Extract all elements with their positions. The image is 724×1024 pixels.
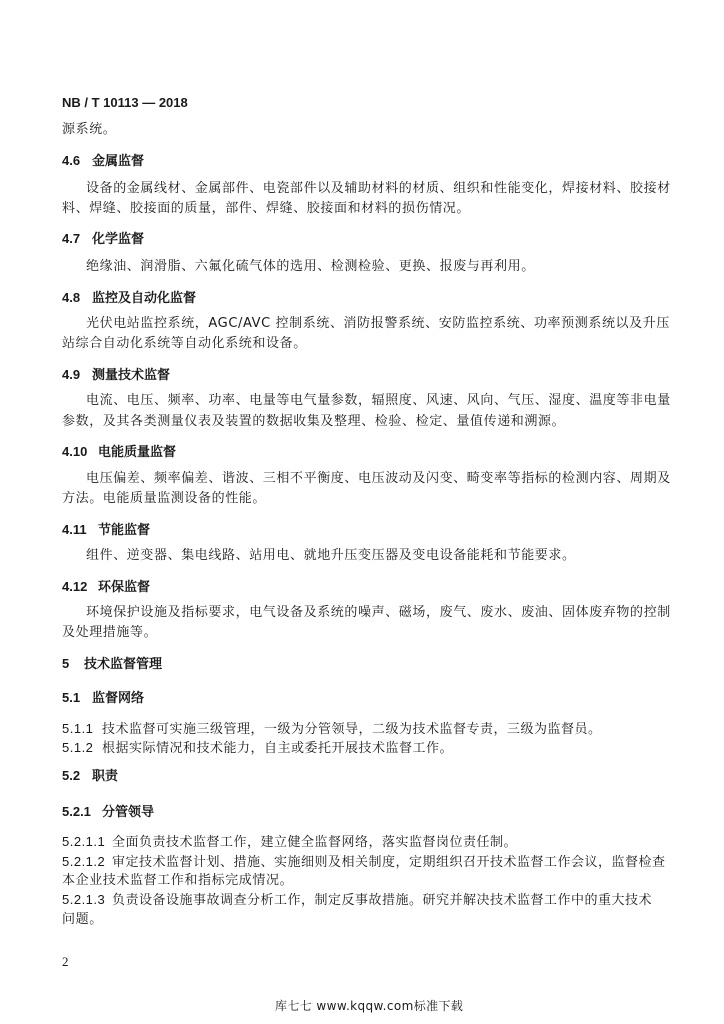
section-title: 监督网络 bbox=[92, 691, 145, 706]
section-title: 测量技术监督 bbox=[92, 368, 171, 383]
subsection-heading bbox=[62, 804, 154, 821]
section-title: 节能监督 bbox=[98, 523, 151, 538]
section-heading bbox=[62, 290, 196, 307]
section-number: 4.8 bbox=[62, 290, 81, 305]
section-heading bbox=[62, 768, 118, 785]
section-title: 环保监督 bbox=[98, 580, 151, 595]
paragraph-line: 绝缘油、润滑脂、六氟化硫气体的选用、检测检验、更换、报废与再利用。 bbox=[86, 259, 535, 274]
section-heading bbox=[62, 367, 170, 384]
section-heading bbox=[62, 579, 150, 596]
paragraph-line: 站综合自动化系统等自动化系统和设备。 bbox=[62, 336, 307, 351]
standard-number: NB / T 10113 — 2018 bbox=[62, 95, 188, 110]
clause-text: 根据实际情况和技术能力，自主或委托开展技术监督工作。 bbox=[102, 741, 454, 756]
section-title: 金属监督 bbox=[92, 154, 145, 169]
section-number: 4.6 bbox=[62, 153, 81, 168]
section-number: 4.10 bbox=[62, 444, 88, 459]
paragraph-line: 电压偏差、频率偏差、谐波、三相不平衡度、电压波动及闪变、畸变率等指标的检测内容、周期及 bbox=[86, 471, 671, 486]
paragraph-line: 料、焊缝、胶接面的质量，部件、焊缝、胶接面和材料的损伤情况。 bbox=[62, 201, 471, 216]
section-heading bbox=[62, 231, 144, 248]
subsection-title: 分管领导 bbox=[102, 805, 155, 820]
clause-line bbox=[62, 834, 517, 851]
paragraph-line: 环境保护设施及指标要求，电气设备及系统的噪声、磁场，废气、废水、废油、固体废弃物的控制 bbox=[86, 605, 671, 620]
chapter-heading bbox=[62, 656, 162, 673]
clause-line bbox=[62, 740, 453, 757]
chapter-title: 技术监督管理 bbox=[84, 657, 163, 672]
paragraph-line: 参数，及其各类测量仪表及装置的数据收集及整理、检验、检定、量值传递和溯源。 bbox=[62, 414, 566, 429]
clause-text: 全面负责技术监督工作，建立健全监督网络，落实监督岗位责任制。 bbox=[112, 835, 518, 850]
clause-line bbox=[62, 721, 602, 738]
section-number: 4.7 bbox=[62, 231, 81, 246]
paragraph-line: 设备的金属线材、金属部件、电瓷部件以及辅助材料的材质、组织和性能变化，焊接材料、胶接材 bbox=[86, 181, 671, 196]
section-title: 化学监督 bbox=[92, 232, 145, 247]
section-heading bbox=[62, 690, 144, 707]
clause-text: 负责设备设施事故调查分析工作，制定反事故措施。研究并解决技术监督工作中的重大技术 bbox=[112, 893, 653, 908]
paragraph-line: 本企业技术监督工作和指标完成情况。 bbox=[62, 873, 294, 888]
paragraph-line: 及处理措施等。 bbox=[62, 625, 158, 640]
section-heading bbox=[62, 444, 176, 461]
clause-text: 技术监督可实施三级管理，一级为分管领导，二级为技术监督专责，三级为监督员。 bbox=[102, 722, 602, 737]
section-heading bbox=[62, 153, 144, 170]
continued-text: 源系统。 bbox=[62, 122, 117, 137]
paragraph-line: 组件、逆变器、集电线路、站用电、就地升压变压器及变电设备能耗和节能要求。 bbox=[86, 548, 576, 563]
clause-number: 5.1.1 bbox=[62, 721, 94, 736]
paragraph-line: 问题。 bbox=[62, 912, 103, 927]
section-number: 5.2 bbox=[62, 768, 81, 783]
page-number: 2 bbox=[62, 954, 69, 969]
chapter-number: 5 bbox=[62, 656, 70, 671]
section-heading bbox=[62, 522, 150, 539]
paragraph-line: 光伏电站监控系统，AGC/AVC 控制系统、消防报警系统、安防监控系统、功率预测系统以及升压 bbox=[86, 316, 670, 331]
section-title: 监控及自动化监督 bbox=[92, 291, 197, 306]
clause-number: 5.1.2 bbox=[62, 740, 94, 755]
section-number: 4.11 bbox=[62, 522, 87, 537]
clause-number: 5.2.1.3 bbox=[62, 892, 106, 907]
clause-number: 5.2.1.2 bbox=[62, 854, 106, 869]
clause-line bbox=[62, 854, 666, 871]
paragraph-line: 方法。电能质量监测设备的性能。 bbox=[62, 491, 267, 506]
subsection-number: 5.2.1 bbox=[62, 804, 91, 819]
section-number: 4.9 bbox=[62, 367, 81, 382]
clause-line bbox=[62, 892, 652, 909]
section-number: 5.1 bbox=[62, 690, 81, 705]
clause-text: 审定技术监督计划、措施、实施细则及相关制度，定期组织召开技术监督工作会议，监督检查 bbox=[112, 855, 666, 870]
section-title: 职责 bbox=[92, 769, 119, 784]
section-number: 4.12 bbox=[62, 579, 88, 594]
paragraph-line: 电流、电压、频率、功率、电量等电气量参数，辐照度、风速、风向、气压、湿度、温度等非电量 bbox=[86, 393, 671, 408]
section-title: 电能质量监督 bbox=[98, 445, 177, 460]
clause-number: 5.2.1.1 bbox=[62, 834, 106, 849]
download-footer: 库七七 www.kqqw.com标准下载 bbox=[275, 999, 464, 1013]
